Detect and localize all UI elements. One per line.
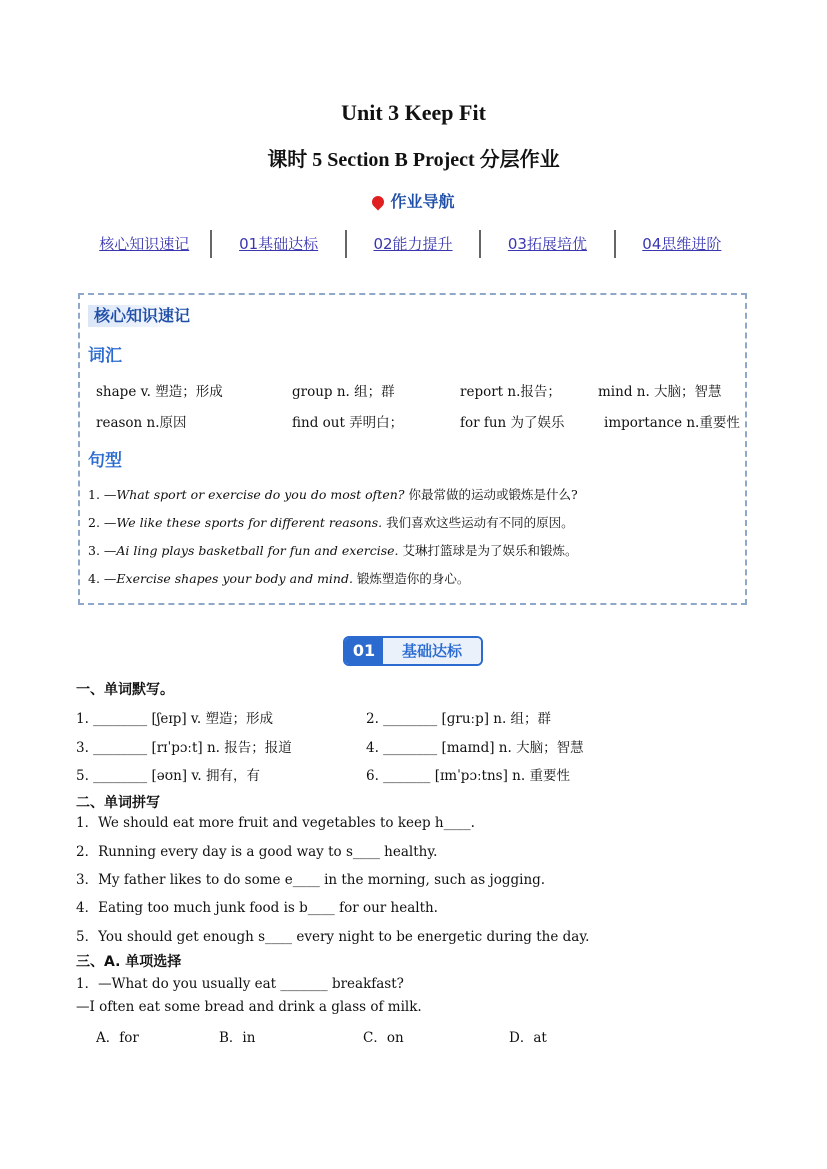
sentence-number: 2. — xyxy=(88,515,117,530)
sentence-chinese: 你最常做的运动或锻炼是什么? xyxy=(404,487,578,502)
choice-option-a: A．for xyxy=(96,1030,139,1046)
nav-heading xyxy=(0,189,827,212)
vocab-item: shape v. 塑造；形成 xyxy=(96,384,223,400)
homework-nav xyxy=(78,230,748,258)
part3-heading: 三、A. 单项选择 xyxy=(76,954,182,970)
nav-item-ability[interactable]: 02能力提升 xyxy=(345,230,479,258)
spelling-item: 3．My father likes to do some e____ in the morning, such as jogging. xyxy=(76,872,546,888)
vocab-item: report n.报告； xyxy=(460,384,561,400)
sentence-number: 1. — xyxy=(88,487,117,502)
section-badge-text: 基础达标 xyxy=(383,638,481,664)
sentence-english: Ai ling plays basketball for fun and exercise. xyxy=(116,543,399,558)
sentence-english: What sport or exercise do you do most often? xyxy=(116,487,405,502)
vocab-item: mind n. 大脑；智慧 xyxy=(598,384,722,400)
sentence-heading: 句型 xyxy=(88,451,122,471)
choice-option-c: C．on xyxy=(363,1030,404,1046)
nav-item-thinking[interactable]: 04思维进阶 xyxy=(614,230,748,258)
section-badge xyxy=(343,636,483,666)
vocab-item: group n. 组；群 xyxy=(292,384,395,400)
part2-heading: 二、单词拼写 xyxy=(76,795,160,811)
sentence-chinese: 我们喜欢这些运动有不同的原因。 xyxy=(382,515,574,530)
sentence-number: 4. — xyxy=(88,571,117,586)
sentence-item xyxy=(88,485,578,503)
sentence-item xyxy=(88,541,577,559)
choice-question: 1．—What do you usually eat _______ breakfast? xyxy=(76,976,404,992)
nav-item-core[interactable]: 核心知识速记 xyxy=(99,235,190,253)
choice-question-reply: —I often eat some bread and drink a glass of milk. xyxy=(76,999,422,1015)
spelling-item: 2．Running every day is a good way to s____ healthy. xyxy=(76,844,438,860)
sentence-english: We like these sports for different reasons. xyxy=(116,515,383,530)
sentence-chinese: 艾琳打篮球是为了娱乐和锻炼。 xyxy=(398,543,578,558)
nav-heading-label: 作业导航 xyxy=(390,192,455,211)
vocab-item: find out 弄明白； xyxy=(292,415,404,431)
spelling-item: 1．We should eat more fruit and vegetables to keep h____. xyxy=(76,815,475,831)
choice-option-d: D．at xyxy=(509,1030,547,1046)
choice-option-b: B．in xyxy=(219,1030,256,1046)
dictation-item: 4. ________ [maɪnd] n. 大脑；智慧 xyxy=(366,740,584,756)
page-subtitle: 课时 5 Section B Project 分层作业 xyxy=(267,149,560,171)
vocab-item: for fun 为了娱乐 xyxy=(460,415,565,431)
vocab-item: reason n.原因 xyxy=(96,415,187,431)
sentence-item xyxy=(88,569,469,587)
section-badge-number: 01 xyxy=(345,638,383,664)
sentence-item xyxy=(88,513,574,531)
dictation-item: 5. ________ [əʊn] v. 拥有，有 xyxy=(76,768,260,784)
vocab-item: importance n.重要性 xyxy=(604,415,740,431)
spelling-item: 5．You should get enough s____ every night to be energetic during the day. xyxy=(76,929,590,945)
location-pin-icon xyxy=(370,194,387,211)
nav-item-basic[interactable]: 01基础达标 xyxy=(210,230,344,258)
sentence-english: Exercise shapes your body and mind. xyxy=(116,571,353,586)
part1-heading: 一、单词默写。 xyxy=(76,682,174,698)
dictation-item: 3. ________ [rɪˈpɔːt] n. 报告；报道 xyxy=(76,740,292,756)
dictation-item: 6. _______ [ɪmˈpɔːtns] n. 重要性 xyxy=(366,768,570,784)
sentence-number: 3. — xyxy=(88,543,117,558)
page-title: Unit 3 Keep Fit xyxy=(341,100,486,125)
vocab-heading: 词汇 xyxy=(88,346,122,366)
sentence-chinese: 锻炼塑造你的身心。 xyxy=(352,571,470,586)
core-knowledge-tag: 核心知识速记 xyxy=(88,305,196,327)
dictation-item: 2. ________ [ɡruːp] n. 组；群 xyxy=(366,711,552,727)
nav-item-extension[interactable]: 03拓展培优 xyxy=(479,230,613,258)
spelling-item: 4．Eating too much junk food is b____ for our health. xyxy=(76,900,438,916)
dictation-item: 1. ________ [ʃeɪp] v. 塑造；形成 xyxy=(76,711,274,727)
